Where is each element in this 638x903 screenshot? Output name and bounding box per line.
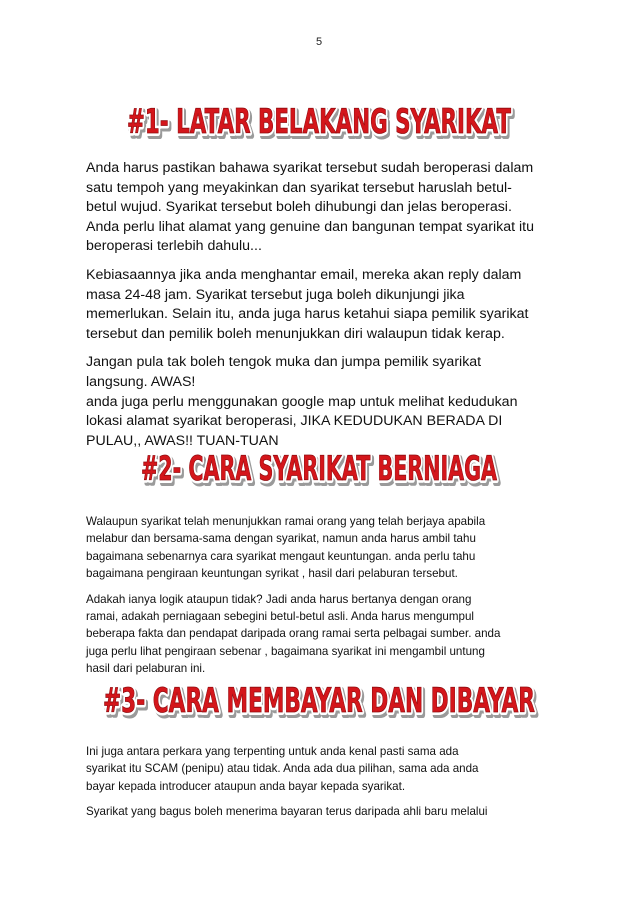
- paragraph: [86, 743, 556, 795]
- text-line: lokasi alamat syarikat beroperasi, JIKA KEDUDUKAN BERADA DI: [86, 413, 503, 430]
- text-line: Jangan pula tak boleh tengok muka dan jumpa pemilik syarikat: [86, 354, 482, 371]
- svg-text:#3- CARA MEMBAYAR DAN DIBAYAR: #3- CARA MEMBAYAR DAN DIBAYAR: [105, 684, 538, 723]
- text-line: langsung. AWAS!: [86, 373, 196, 390]
- text-line: bayar kepada introducer ataupun anda bayar kepada syarikat.: [86, 779, 406, 793]
- paragraph: [86, 266, 556, 344]
- text-line: ramai, adakah perniagaan sebegini betul-betul asli. Anda harus mengumpul: [86, 610, 474, 624]
- text-line: Walaupun syarikat telah menunjukkan ramai orang yang telah berjaya apabila: [86, 515, 486, 528]
- text-line: hasil dari pelaburan ini.: [86, 662, 206, 676]
- text-line: bagaimana pengiraan keuntungan syrikat , hasil dari pelaburan tersebut.: [86, 567, 458, 581]
- paragraph: [86, 353, 556, 451]
- text-line: PULAU,, AWAS!! TUAN-TUAN: [86, 432, 279, 449]
- section-2-body: [86, 513, 556, 686]
- section-1-body: [86, 159, 556, 460]
- text-line: satu tempoh yang meyakinkan dan syarikat tersebut haruslah betul-: [86, 179, 512, 196]
- paragraph: [86, 159, 556, 257]
- text-line: tersebut dan pemilik boleh menunjukkan diri walaupun tidak kerap.: [86, 325, 505, 342]
- text-line: beberapa fakta dan pendapat daripada orang ramai serta pelbagai sumber. anda: [86, 627, 501, 641]
- svg-text:#1- LATAR BELAKANG SYARIKAT: #1- LATAR BELAKANG SYARIKAT: [127, 102, 512, 141]
- text-line: bagaimana sebenarnya cara syarikat mengaut keuntungan. anda perlu tahu: [86, 549, 476, 563]
- section-3-body: [86, 743, 556, 829]
- svg-text:#3- CARA MEMBAYAR DAN DIBAYAR: #3- CARA MEMBAYAR DAN DIBAYAR: [103, 681, 536, 720]
- paragraph: [86, 591, 556, 678]
- svg-text:#2- CARA SYARIKAT BERNIAGA: #2- CARA SYARIKAT BERNIAGA: [141, 449, 498, 488]
- text-line: Syarikat yang bagus boleh menerima bayaran terus daripada ahli baru melalui: [86, 805, 488, 819]
- text-line: Anda perlu lihat alamat yang genuine dan bangunan tempat syarikat itu: [86, 218, 535, 235]
- svg-text:#1- LATAR BELAKANG SYARIKAT: #1- LATAR BELAKANG SYARIKAT: [129, 105, 514, 144]
- svg-text:#2- CARA SYARIKAT BERNIAGA: #2- CARA SYARIKAT BERNIAGA: [143, 452, 500, 491]
- section-3-heading: #3- CARA MEMBAYAR DAN DIBAYAR: [103, 681, 536, 720]
- section-2-heading-banner: [0, 439, 638, 499]
- text-line: memerlukan. Selain itu, anda juga harus ketahui siapa pemilik syarikat: [86, 306, 529, 323]
- section-1-heading: #1- LATAR BELAKANG SYARIKAT: [127, 102, 512, 141]
- text-line: juga perlu lihat pengiraan sebenar , bagaimana syarikat ini mengambil untung: [86, 644, 485, 658]
- text-line: melabur dan bersama-sama dengan syarikat, namun anda harus ambil tahu: [86, 532, 476, 546]
- text-line: Anda harus pastikan bahawa syarikat tersebut sudah beroperasi dalam: [86, 160, 534, 176]
- text-line: anda juga perlu menggunakan google map untuk melihat kedudukan: [86, 393, 518, 410]
- paragraph: [86, 513, 556, 583]
- text-line: Adakah ianya logik ataupun tidak? Jadi anda harus bertanya dengan orang: [86, 592, 472, 606]
- text-line: beroperasi terlebih dahulu...: [86, 238, 262, 255]
- text-line: Kebiasaannya jika anda menghantar email, mereka akan reply dalam: [86, 266, 522, 283]
- paragraph: [86, 803, 556, 820]
- text-line: Ini juga antara perkara yang terpenting untuk anda kenal pasti sama ada: [86, 745, 459, 758]
- section-3-heading-banner: [0, 671, 638, 731]
- section-1-heading-banner: [0, 92, 638, 152]
- page-number: 5: [315, 36, 323, 48]
- text-line: betul wujud. Syarikat tersebut boleh dihubungi dan jelas beroperasi.: [86, 199, 512, 216]
- text-line: syarikat itu SCAM (penipu) atau tidak. Anda ada dua pilihan, sama ada anda: [86, 762, 479, 776]
- text-line: masa 24-48 jam. Syarikat tersebut juga boleh dikunjungi jika: [86, 286, 465, 303]
- section-2-heading: #2- CARA SYARIKAT BERNIAGA: [141, 449, 498, 488]
